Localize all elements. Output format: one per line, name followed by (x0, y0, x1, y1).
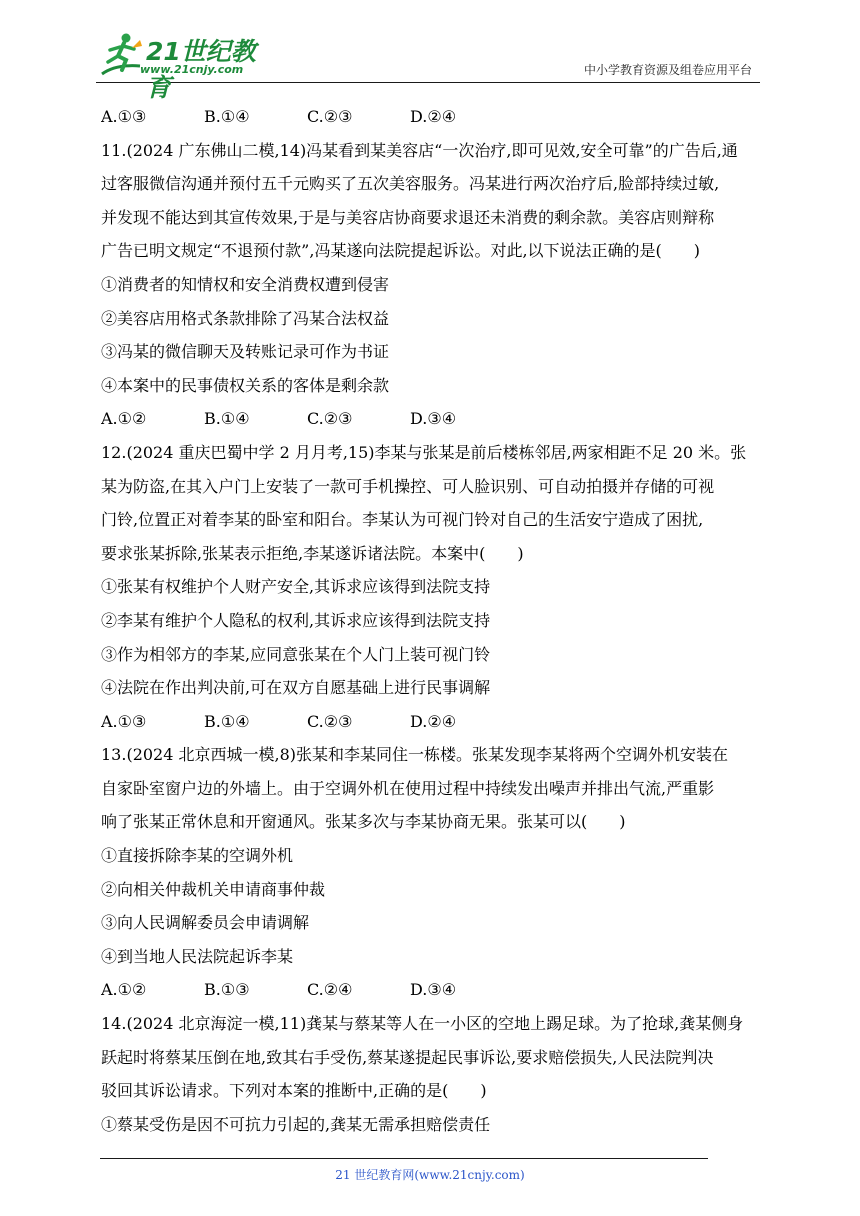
site-logo[interactable] (96, 30, 276, 102)
question-13-statement: ②向相关仲裁机关申请商事仲裁 (101, 879, 326, 899)
option-d: D.③④ (410, 409, 457, 429)
page-header (96, 30, 760, 102)
option-c: C.②③ (307, 711, 353, 731)
option-b: B.①④ (204, 107, 250, 126)
footer-divider (100, 1158, 708, 1159)
header-tagline: 中小学教育资源及组卷应用平台 (583, 63, 752, 77)
question-12-stem-line: 12.(2024 重庆巴蜀中学 2 月月考,15)李某与张某是前后楼栋邻居,两家相距不足 20 米。张 (101, 442, 747, 462)
option-c: C.②③ (307, 107, 353, 126)
option-b: B.①④ (204, 711, 250, 731)
runner-logo-icon (96, 30, 146, 80)
answer-options (101, 100, 766, 134)
option-a: A.①② (101, 409, 147, 429)
logo-text: 21世纪教育 (146, 37, 256, 102)
question-13-statement: ④到当地人民法院起诉李某 (101, 946, 294, 966)
question-12-statement: ②李某有维护个人隐私的权利,其诉求应该得到法院支持 (101, 610, 491, 630)
answer-options (101, 705, 766, 739)
question-11-statement: ④本案中的民事债权关系的客体是剩余款 (101, 375, 390, 395)
question-12-stem-line: 要求张某拆除,张某表示拒绝,李某遂诉诸法院。本案中( ) (101, 543, 524, 563)
question-14-stem-line: 驳回其诉讼请求。下列对本案的推断中,正确的是( ) (101, 1081, 487, 1101)
option-a: A.①③ (101, 711, 147, 731)
question-12-statement: ④法院在作出判决前,可在双方自愿基础上进行民事调解 (101, 678, 491, 698)
question-11-stem-line: 并发现不能达到其宣传效果,于是与美容店协商要求退还未消费的剩余款。美容店则辩称 (101, 207, 715, 227)
question-14-statement: ①蔡某受伤是因不可抗力引起的,龚某无需承担赔偿责任 (101, 1114, 491, 1134)
question-11-stem-line: 过客服微信沟通并预付五千元购买了五次美容服务。冯某进行两次治疗后,脸部持续过敏, (101, 174, 720, 194)
logo-url: www.21cnjy.com (140, 63, 244, 76)
question-14-stem-line: 14.(2024 北京海淀一模,11)龚某与蔡某等人在一小区的空地上踢足球。为了抢球,龚某侧身 (101, 1014, 744, 1034)
question-content (101, 100, 766, 1141)
question-13-stem-line: 13.(2024 北京西城一模,8)张某和李某同住一栋楼。张某发现李某将两个空调外机安装在 (101, 745, 729, 765)
option-d: D.②④ (410, 711, 457, 731)
question-11-statement: ②美容店用格式条款排除了冯某合法权益 (101, 308, 390, 328)
question-13-stem-line: 响了张某正常休息和开窗通风。张某多次与李某协商无果。张某可以( ) (101, 812, 626, 832)
question-11-statement: ①消费者的知情权和安全消费权遭到侵害 (101, 274, 390, 294)
question-12-stem-line: 门铃,位置正对着李某的卧室和阳台。李某认为可视门铃对自己的生活安宁造成了困扰, (101, 510, 704, 530)
question-12-stem-line: 某为防盗,在其入户门上安装了一款可手机操控、可人脸识别、可自动拍摄并存储的可视 (101, 476, 715, 496)
question-11-stem-line: 11.(2024 广东佛山二模,14)冯某看到某美容店“一次治疗,即可见效,安全可靠”的广告后,通 (101, 140, 738, 160)
option-b: B.①③ (204, 980, 250, 1000)
question-12-statement: ①张某有权维护个人财产安全,其诉求应该得到法院支持 (101, 577, 491, 597)
page-footer[interactable]: 21 世纪教育网(www.21cnjy.com) (335, 1168, 525, 1182)
question-11-stem-line: 广告已明文规定“不退预付款”,冯某遂向法院提起诉讼。对此,以下说法正确的是( ) (101, 241, 701, 261)
answer-options (101, 402, 766, 436)
question-14-stem-line: 跃起时将蔡某压倒在地,致其右手受伤,蔡某遂提起民事诉讼,要求赔偿损失,人民法院判决 (101, 1047, 714, 1067)
question-13-statement: ①直接拆除李某的空调外机 (101, 846, 294, 866)
option-b: B.①④ (204, 409, 250, 429)
answer-options (101, 973, 766, 1007)
question-13-stem-line: 自家卧室窗户边的外墙上。由于空调外机在使用过程中持续发出噪声并排出气流,严重影 (101, 778, 715, 798)
option-a: A.①③ (101, 107, 147, 126)
question-13-statement: ③向人民调解委员会申请调解 (101, 913, 310, 933)
question-11-statement: ③冯某的微信聊天及转账记录可作为书证 (101, 342, 390, 362)
option-c: C.②④ (307, 980, 353, 1000)
option-c: C.②③ (307, 409, 353, 429)
option-d: D.②④ (410, 107, 457, 126)
option-d: D.③④ (410, 980, 457, 1000)
question-12-statement: ③作为相邻方的李某,应同意张某在个人门上装可视门铃 (101, 644, 491, 664)
option-a: A.①② (101, 980, 147, 1000)
